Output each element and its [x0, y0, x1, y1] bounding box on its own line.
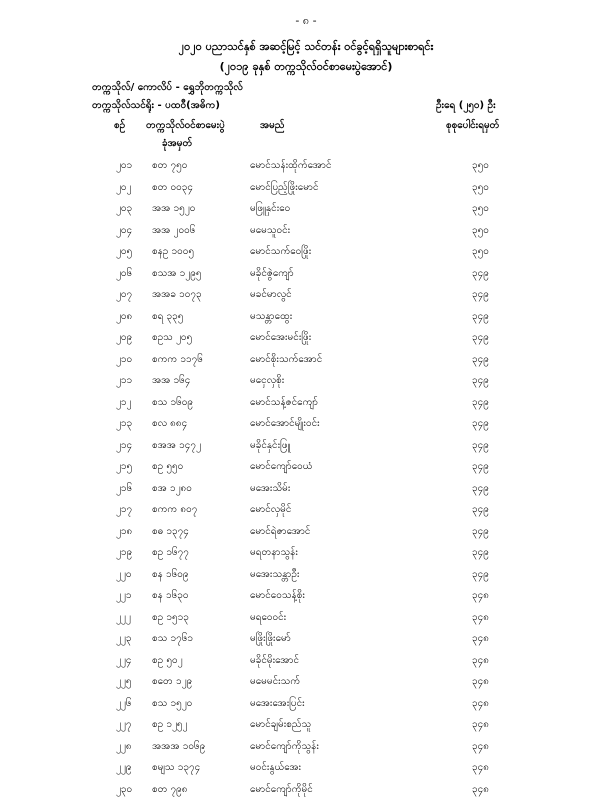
- student-name: မဖြူနှင်းဝေ: [250, 201, 290, 216]
- student-name: မရတနာသွန်း: [250, 545, 298, 560]
- table-row: [0, 287, 612, 309]
- total-marks: ၃၅၀: [472, 244, 489, 259]
- table-row: [0, 760, 612, 782]
- table-row: [0, 459, 612, 481]
- row-number: ၂၀၆: [116, 266, 132, 281]
- roll-number: စဥ ၁၂၅၂: [152, 717, 187, 732]
- table-row: [0, 588, 612, 610]
- header-no: စဉ်: [114, 118, 125, 133]
- roll-number: စဥသ ၂၀၅: [152, 330, 192, 345]
- roll-number: စအအ ၁၄၇၂: [152, 438, 201, 453]
- university-line: တက္ကသိုလ်/ ကောလိပ် - ရွှေဘိုတက္ကသိုလ်: [92, 80, 243, 95]
- major-line: တက္ကသိုလ်သင်ရိုး - ပထဝီ(အဓိက): [92, 98, 220, 113]
- row-number: ၂၀၂: [116, 180, 131, 195]
- row-number: ၂၂၀: [116, 567, 131, 582]
- row-number: ၂၁၁: [116, 373, 132, 388]
- document-title: ၂၀၂၀ ပညာသင်နှစ် အဆင့်မြင့် သင်တန်း ဝင်ခွင့်ရရှိသူများစာရင်း: [0, 40, 612, 56]
- total-marks: ၃၄၉: [472, 395, 489, 410]
- total-marks: ၃၄၈: [472, 696, 489, 711]
- table-row: [0, 266, 612, 288]
- row-number: ၂၁၀: [116, 352, 132, 367]
- row-number: ၂၀၈: [116, 309, 132, 324]
- table-row: [0, 438, 612, 460]
- roll-number: စဥ ၁၆၇၇: [152, 545, 189, 560]
- student-name: မခင်မာလွင်: [250, 287, 292, 302]
- student-name: မောင်ကျော်ကိုမိုင်: [250, 782, 313, 797]
- document-subtitle: (၂၀၁၉ ခုနှစ် တက္ကသိုလ်ဝင်စာမေးပွဲအောင်): [0, 60, 612, 76]
- student-name: မောင်ပြည့်ဖြိုးမောင်: [250, 180, 319, 195]
- total-marks: ၃၄၉: [472, 330, 489, 345]
- student-name: မောင်ရဲဇာအောင်: [250, 524, 310, 539]
- student-name: မအေးအေးပြင်း: [250, 696, 305, 711]
- table-row: [0, 158, 612, 180]
- total-marks: ၃၅၀: [472, 223, 489, 238]
- total-marks: ၃၄၉: [472, 502, 489, 517]
- total-count: ဦးရေ (၂၅၀) ဦး: [436, 98, 496, 113]
- total-marks: ၃၅၀: [472, 201, 489, 216]
- row-number: ၂၀၇: [116, 287, 132, 302]
- student-name: မောင်ကျော်ဝေယံ: [250, 459, 312, 474]
- student-name: မောင်အောင်မျိုးဝင်း: [250, 416, 320, 431]
- student-name: မောင်ချမ်းစည်သူ: [250, 717, 311, 732]
- row-number: ၂၀၉: [116, 330, 132, 345]
- row-number: ၂၁၉: [116, 545, 132, 560]
- header-roll-line2: ခုံအမှတ်: [162, 136, 192, 151]
- row-number: ၂၀၅: [116, 244, 132, 259]
- row-number: ၂၂၂: [116, 610, 131, 625]
- total-marks: ၃၄၉: [472, 309, 489, 324]
- student-name: မောင်ကျော်ကိုသွန်း: [250, 739, 319, 754]
- roll-number: အအ ၁၅၂၀: [152, 201, 195, 216]
- student-name: မမေမင်းသက်: [250, 674, 300, 689]
- roll-number: စမျသ ၁၃၇၄: [152, 760, 200, 775]
- total-marks: ၃၄၈: [472, 588, 489, 603]
- table-row: [0, 696, 612, 718]
- row-number: ၂၂၆: [116, 696, 131, 711]
- total-marks: ၃၄၉: [472, 266, 489, 281]
- table-row: [0, 481, 612, 503]
- roll-number: စသ ၁၇၆၁: [152, 631, 193, 646]
- total-marks: ၃၄၉: [472, 545, 489, 560]
- header-marks: စုစုပေါင်းရမှတ်: [446, 118, 499, 133]
- total-marks: ၃၄၉: [472, 287, 489, 302]
- row-number: ၂၁၃: [116, 416, 132, 431]
- total-marks: ၃၅၀: [472, 180, 489, 195]
- student-name: မအေးသန္တာဦး: [250, 567, 300, 582]
- header-roll: တက္ကသိုလ်ဝင်စာမေးပွဲ: [146, 118, 225, 133]
- table-row: [0, 524, 612, 546]
- row-number: ၂၁၆: [116, 481, 132, 496]
- roll-number: စသ ၁၆၀၉: [152, 395, 193, 410]
- header-name: အမည်: [260, 118, 285, 133]
- total-marks: ၃၄၉: [472, 567, 489, 582]
- table-row: [0, 395, 612, 417]
- total-marks: ၃၄၉: [472, 373, 489, 388]
- student-name: မောင်စိုးသက်အောင်: [250, 352, 322, 367]
- table-row: [0, 352, 612, 374]
- student-name: မခိုင်ဇွဲကျော်: [250, 266, 294, 281]
- row-number: ၂၀၁: [116, 158, 132, 173]
- table-row: [0, 717, 612, 739]
- table-row: [0, 567, 612, 589]
- table-row: [0, 631, 612, 653]
- row-number: ၂၁၇: [116, 502, 132, 517]
- total-marks: ၃၄၉: [472, 481, 489, 496]
- student-name: မောင်သန့်ဇင်ကျော်: [250, 395, 318, 410]
- table-row: [0, 739, 612, 761]
- roll-number: စတ ၀၀၃၄: [152, 180, 193, 195]
- student-name: မဖြိုးဖြိုးမော်: [250, 631, 291, 646]
- row-number: ၂၂၈: [116, 739, 132, 754]
- roll-number: စနဥ ၁၀၀၅: [152, 244, 194, 259]
- total-marks: ၃၄၈: [472, 653, 489, 668]
- total-marks: ၃၄၈: [472, 760, 489, 775]
- roll-number: စဥ ၁၅၁၃: [152, 610, 189, 625]
- roll-number: စအ ၁၂၈၀: [152, 481, 192, 496]
- total-marks: ၃၄၉: [472, 459, 489, 474]
- student-name: မဝင်းနွယ်အေး: [250, 760, 301, 775]
- roll-number: စသအ ၁၂၉၅: [152, 266, 201, 281]
- student-name: မောင်သန်းထိုက်အောင်: [250, 158, 332, 173]
- roll-number: စကက ၁၁၇၆: [152, 352, 203, 367]
- total-marks: ၃၅၀: [472, 158, 489, 173]
- roll-number: စလ ၈၈၄: [152, 416, 187, 431]
- student-name: မောင်ဝေသန့်စိုး: [250, 588, 305, 603]
- student-name: မရဝေဝင်း: [250, 610, 286, 625]
- table-row: [0, 244, 612, 266]
- roll-number: စတ ၇၅၀: [152, 158, 187, 173]
- row-number: ၂၃၀: [116, 782, 132, 797]
- row-number: ၂၂၁: [116, 588, 131, 603]
- table-row: [0, 223, 612, 245]
- student-name: မသန္တာထွေး: [250, 309, 292, 324]
- roll-number: စသ ၁၅၂၀: [152, 696, 192, 711]
- student-name: မမေသူဝင်း: [250, 223, 290, 238]
- total-marks: ၃၄၉: [472, 416, 489, 431]
- row-number: ၂၂၄: [116, 653, 131, 668]
- row-number: ၂၂၇: [116, 717, 131, 732]
- roll-number: အအ ၁၆၄: [152, 373, 190, 388]
- student-name: မောင်သက်ဝေဖြိုး: [250, 244, 311, 259]
- row-number: ၂၂၅: [116, 674, 131, 689]
- total-marks: ၃၄၈: [472, 610, 489, 625]
- roll-number: စတေ ၁၂၉: [152, 674, 192, 689]
- table-row: [0, 373, 612, 395]
- student-name: မောင်လှမိုင်: [250, 502, 291, 517]
- total-marks: ၃၄၈: [472, 782, 489, 797]
- roll-number: အအခ ၁၀၇၃: [152, 287, 202, 302]
- total-marks: ၃၄၈: [472, 674, 489, 689]
- total-marks: ၃၄၈: [472, 717, 489, 732]
- row-number: ၂၁၅: [116, 459, 132, 474]
- table-row: [0, 502, 612, 524]
- roll-number: အအအ ၁၀၆၉: [152, 739, 205, 754]
- roll-number: စကက ၈၀၇: [152, 502, 197, 517]
- table-row: [0, 653, 612, 675]
- roll-number: စဥ ၅၅၀: [152, 459, 183, 474]
- table-row: [0, 674, 612, 696]
- results-table: [0, 158, 612, 803]
- student-name: မောင်အေးမင်းဖြိုး: [250, 330, 311, 345]
- roll-number: စဓ ၁၃၇၄: [152, 524, 189, 539]
- total-marks: ၃၄၈: [472, 739, 489, 754]
- student-name: မအေးသိမ်း: [250, 481, 290, 496]
- row-number: ၂၁၂: [116, 395, 131, 410]
- table-row: [0, 180, 612, 202]
- roll-number: စန ၁၆၃၀: [152, 588, 188, 603]
- student-name: မခိုင်မိုးအောင်: [250, 653, 299, 668]
- table-row: [0, 545, 612, 567]
- table-row: [0, 782, 612, 803]
- row-number: ၂၁၈: [116, 524, 132, 539]
- row-number: ၂၀၃: [116, 201, 132, 216]
- roll-number: စရ ၃၃၅: [152, 309, 183, 324]
- table-row: [0, 416, 612, 438]
- total-marks: ၃၄၉: [472, 524, 489, 539]
- roll-number: စတ ၇၉၈: [152, 782, 188, 797]
- table-row: [0, 201, 612, 223]
- row-number: ၂၂၉: [116, 760, 131, 775]
- row-number: ၂၁၄: [116, 438, 132, 453]
- total-marks: ၃၄၉: [472, 352, 489, 367]
- table-row: [0, 309, 612, 331]
- table-row: [0, 330, 612, 352]
- total-marks: ၃၄၈: [472, 631, 489, 646]
- row-number: ၂၂၃: [116, 631, 131, 646]
- roll-number: စဥ ၅၀၂: [152, 653, 183, 668]
- page-number: - ၈ -: [0, 14, 612, 30]
- roll-number: အအ ၂၀၀၆: [152, 223, 195, 238]
- table-row: [0, 610, 612, 632]
- row-number: ၂၀၄: [116, 223, 132, 238]
- roll-number: စန ၁၆၀၉: [152, 567, 188, 582]
- student-name: မငှေလှစိုး: [250, 373, 284, 388]
- total-marks: ၃၄၉: [472, 438, 489, 453]
- student-name: မခိုင်နှင်းဖြူ: [250, 438, 290, 453]
